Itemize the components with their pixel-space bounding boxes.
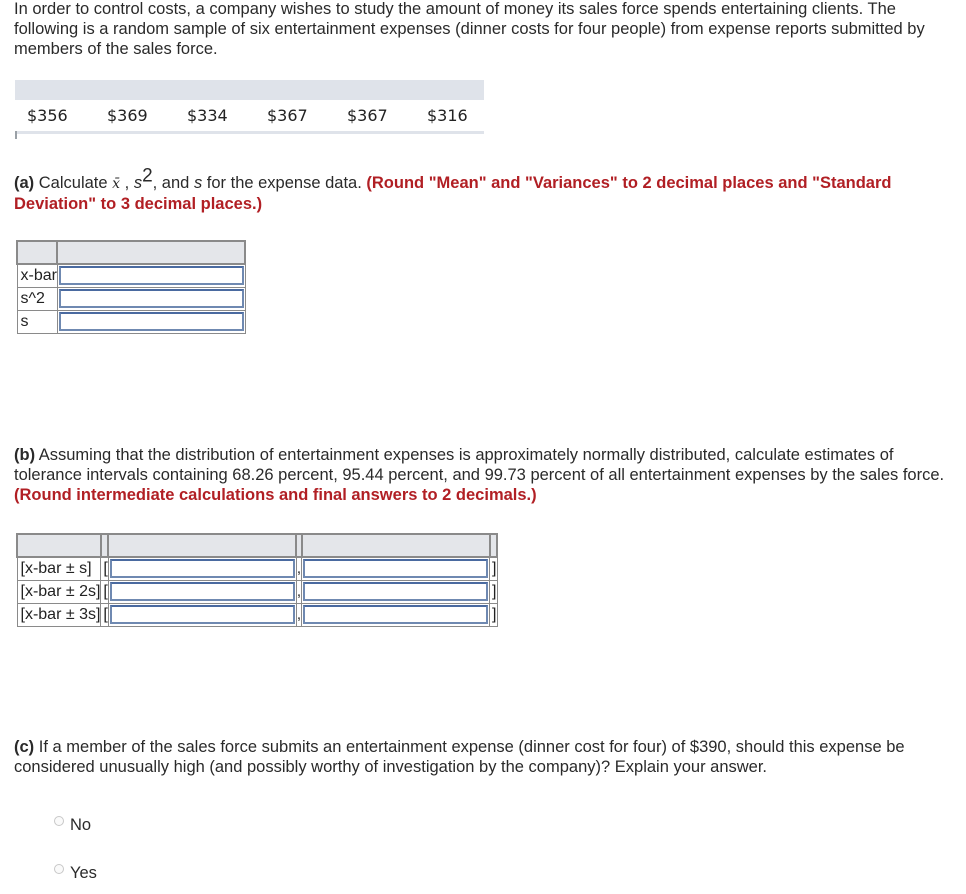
table-row — [17, 603, 497, 626]
table-row — [17, 310, 245, 333]
table-row — [17, 264, 245, 287]
part-c-prompt: (c) If a member of the sales force submits an entertainment expense (dinner cost for four) of $390, should this expense be considered unusually high (and possibly worthy of investigation by the company)? Explain your answer. — [14, 738, 905, 776]
option-no[interactable] — [54, 815, 91, 835]
option-yes[interactable] — [54, 863, 97, 883]
sample-value: $367 — [267, 105, 308, 125]
open-bracket: [ — [101, 603, 108, 626]
interval-1s-upper-input[interactable] — [303, 559, 488, 578]
row-label-1s: [x-bar ± s] — [17, 557, 101, 580]
table-header-row — [17, 241, 245, 264]
part-b-instruction: (Round intermediate calculations and final answers to 2 decimals.) — [14, 486, 537, 504]
close-bracket: ] — [490, 557, 497, 580]
option-yes-label: Yes — [70, 864, 97, 882]
interval-1s-lower-input[interactable] — [110, 559, 295, 578]
sample-data-table — [15, 80, 484, 137]
open-bracket: [ — [101, 557, 108, 580]
xbar-input[interactable] — [59, 266, 244, 285]
row-label-3s: [x-bar ± 3s] — [17, 603, 101, 626]
row-label-2s: [x-bar ± 2s] — [17, 580, 101, 603]
interval-2s-lower-input[interactable] — [110, 582, 295, 601]
variance-input[interactable] — [59, 289, 244, 308]
part-b-label: (b) — [14, 446, 36, 464]
s-symbol: s — [133, 174, 143, 192]
close-bracket: ] — [490, 603, 497, 626]
interval-3s-lower-input[interactable] — [110, 605, 295, 624]
interval-2s-upper-input[interactable] — [303, 582, 488, 601]
comma-separator: , — [296, 603, 301, 626]
part-a-label: (a) — [14, 174, 35, 192]
part-b-table — [16, 533, 498, 627]
table-header-row — [17, 534, 497, 557]
radio-no[interactable] — [54, 816, 64, 826]
open-bracket: [ — [101, 580, 108, 603]
squared-sup: 2 — [142, 165, 153, 187]
sample-value: $369 — [107, 105, 148, 125]
std-dev-input[interactable] — [59, 312, 244, 331]
comma-separator: , — [296, 580, 301, 603]
table-row — [17, 287, 245, 310]
table-row — [17, 557, 497, 580]
row-label-std-dev: s — [17, 310, 57, 333]
part-a-instruction: (Round "Mean" and "Variances" to 2 decimal places and "Standard Deviation" to 3 decimal places.) — [14, 174, 892, 213]
row-label-xbar: x-bar — [17, 264, 57, 287]
part-a-prompt: (a) Calculate x̄ , $s^2$, and s for the expense data. (Round "Mean" and "Variances" to 2 decimal places and "Standard Deviation" to 3 decimal places.) — [14, 165, 892, 213]
option-no-label: No — [70, 816, 92, 834]
xbar-symbol: x̄ — [112, 176, 121, 192]
part-c-label: (c) — [14, 738, 35, 756]
sample-value: $334 — [187, 105, 228, 125]
sample-value: $367 — [347, 105, 388, 125]
sample-table-header — [15, 80, 484, 100]
sample-value: $356 — [27, 105, 68, 125]
part-b-prompt: (b) Assuming that the distribution of entertainment expenses is approximately normally distributed, calculate estimates of tolerance intervals containing 68.26 percent, 95.44 percent, and 99.73 percent of all entertainment expenses by the sales force. (Round intermediate calculations and final answers to 2 decimals.) — [14, 446, 945, 504]
interval-3s-upper-input[interactable] — [303, 605, 488, 624]
sample-value: $316 — [427, 105, 468, 125]
table-edge — [15, 131, 17, 139]
intro-text: In order to control costs, a company wishes to study the amount of money its sales force spends entertaining clients. The following is a random sample of six entertainment expenses (dinner costs for four people) from expense reports submitted by members of the sales force. — [14, 0, 925, 58]
radio-yes[interactable] — [54, 864, 64, 874]
row-label-variance: s^2 — [17, 287, 57, 310]
close-bracket: ] — [490, 580, 497, 603]
comma-separator: , — [296, 557, 301, 580]
sample-table-row — [15, 100, 484, 134]
part-a-table — [16, 240, 246, 334]
table-row — [17, 580, 497, 603]
